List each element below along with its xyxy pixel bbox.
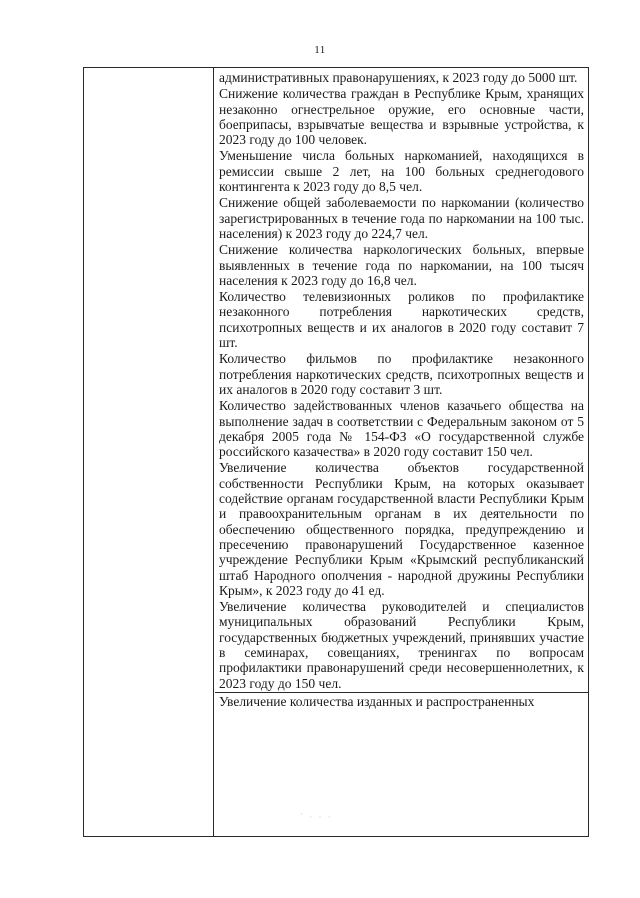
- table-left-column: [84, 68, 214, 836]
- table-right-column: [215, 68, 588, 836]
- indicator-paragraph: Увеличение количества объектов государственной собственности Республики Крым, на которых оказывает содействие органам государственной власти Республики Крым и правоохранительным органам в их деятельности по обеспечению общественного порядка, предупреждению и пресечению правонарушений Государственное казенное учреждение Республики Крым «Крымский республиканский штаб Народного ополчения - народной дружины Республики Крым», к 2023 году до 41 ед.: [219, 460, 584, 598]
- scan-artifact-mark: ` · · ·: [300, 812, 333, 822]
- document-table: [83, 67, 589, 837]
- indicator-paragraph: Уменьшение числа больных наркоманией, находящихся в ремиссии свыше 2 лет, на 100 больных среднегодового контингента к 2023 году до 8,5 чел.: [219, 148, 584, 195]
- indicator-paragraph: Снижение количества наркологических больных, впервые выявленных в течение года по наркомании, на 100 тысяч населения к 2023 году до 16,8 чел.: [219, 242, 584, 288]
- page-number: 11: [314, 44, 326, 56]
- indicator-paragraph: Увеличение количества изданных и распространенных: [215, 692, 588, 709]
- indicator-paragraph: административных правонарушениях, к 2023 году до 5000 шт.: [219, 70, 578, 85]
- indicator-paragraph: Увеличение количества руководителей и специалистов муниципальных образований Республики Крым, государственных бюджетных учреждений, принявших участие в семинарах, совещаниях, тренингах по вопросам профилактики правонарушений среди несовершеннолетних, к 2023 году до 150 чел.: [219, 599, 584, 691]
- indicators-cell: [215, 68, 588, 709]
- indicator-paragraph: Количество телевизионных роликов по профилактике незаконного потребления наркотических средств, психотропных веществ и их аналогов в 2020 году составит 7 шт.: [219, 289, 584, 351]
- indicator-paragraph: Снижение количества граждан в Республике Крым, хранящих незаконно огнестрельное оружие, его основные части, боеприпасы, взрывчатые вещества и взрывные устройства, к 2023 году до 100 человек.: [219, 86, 584, 148]
- indicator-paragraph: Количество задействованных членов казачьего общества на выполнение задач в соответствии с Федеральным законом от 5 декабря 2005 года № 154-ФЗ «О государственной службе российского казачества» в 2020 году составит 150 чел.: [219, 398, 584, 460]
- indicator-paragraph: Количество фильмов по профилактике незаконного потребления наркотических средств, психотропных веществ и их аналогов в 2020 году составит 3 шт.: [219, 351, 584, 397]
- indicator-paragraph: Снижение общей заболеваемости по наркомании (количество зарегистрированных в течение года по наркомании на 100 тыс. населения) к 2023 году до 224,7 чел.: [219, 195, 584, 241]
